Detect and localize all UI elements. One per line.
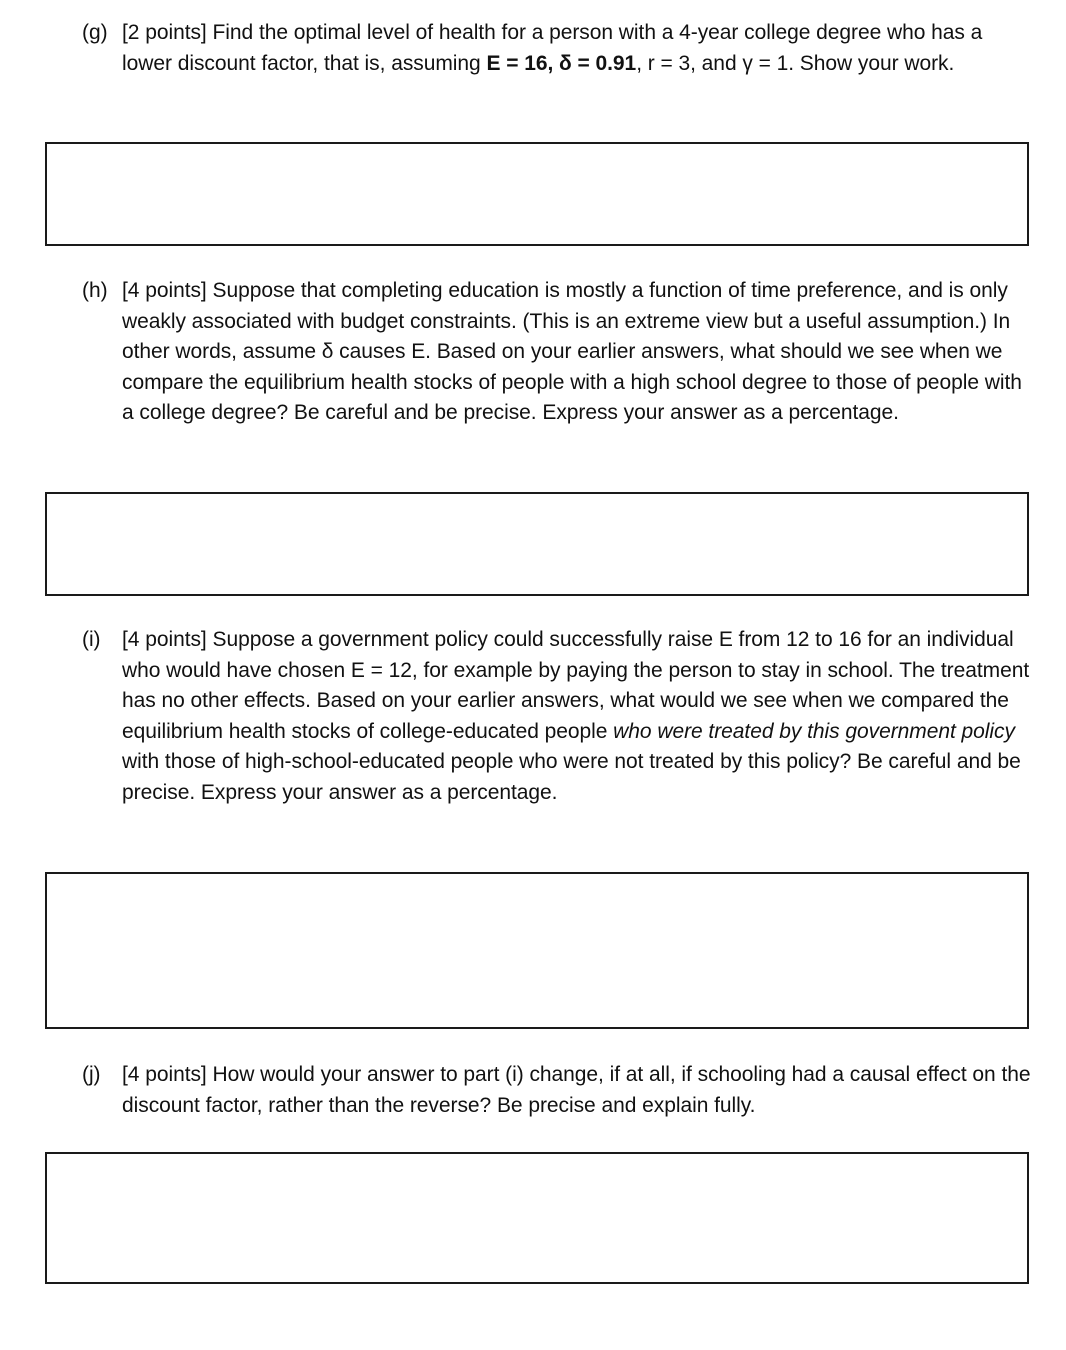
question-label: (g) xyxy=(82,21,108,44)
question-g xyxy=(82,18,1032,79)
question-text: [4 points] How would your answer to part (i) change, if at all, if schooling had a causal effect on the discount factor, rather than the reverse? Be precise and explain fully. xyxy=(122,1063,1031,1117)
answer-box-g[interactable] xyxy=(45,142,1029,246)
answer-box-i[interactable] xyxy=(45,872,1029,1029)
points-tag: [4 points] xyxy=(122,628,207,651)
question-text: [4 points] Suppose that completing education is mostly a function of time preference, and is only weakly associated with budget constraints. (This is an extreme view but a useful assumption.) In other words, assume δ causes E. Based on your earlier answers, what should we see when we compare the equilibrium health stocks of people with a high school degree to those of people with a college degree? Be careful and be precise. Express your answer as a percentage. xyxy=(122,279,1022,425)
points-tag: [2 points] xyxy=(122,21,207,44)
question-i xyxy=(82,625,1032,809)
question-label: (i) xyxy=(82,628,101,651)
question-text: [4 points] Suppose a government policy could successfully raise E from 12 to 16 for an individual who would have chosen E = 12, for example by paying the person to stay in school. The treatment has no other effects. Based on your earlier answers, what would we see when we compared the equilibrium health stocks of college-educated people who were treated by this government policy with those of high-school-educated people who were not treated by this policy? Be careful and be precise. Express your answer as a percentage. xyxy=(122,628,1030,804)
italic-phrase: who were treated by this government policy xyxy=(613,719,1015,743)
question-label: (j) xyxy=(82,1063,101,1086)
question-label: (h) xyxy=(82,279,108,302)
points-tag: [4 points] xyxy=(122,1063,207,1086)
question-j xyxy=(82,1060,1032,1121)
answer-box-h[interactable] xyxy=(45,492,1029,596)
question-text: [2 points] Find the optimal level of health for a person with a 4-year college degree who has a lower discount factor, that is, assuming E = 16, δ = 0.91, r = 3, and γ = 1. Show your work. xyxy=(122,21,983,75)
answer-box-j[interactable] xyxy=(45,1152,1029,1284)
bold-parameters: E = 16, δ = 0.91 xyxy=(486,51,637,75)
points-tag: [4 points] xyxy=(122,279,207,302)
question-h xyxy=(82,276,1032,429)
